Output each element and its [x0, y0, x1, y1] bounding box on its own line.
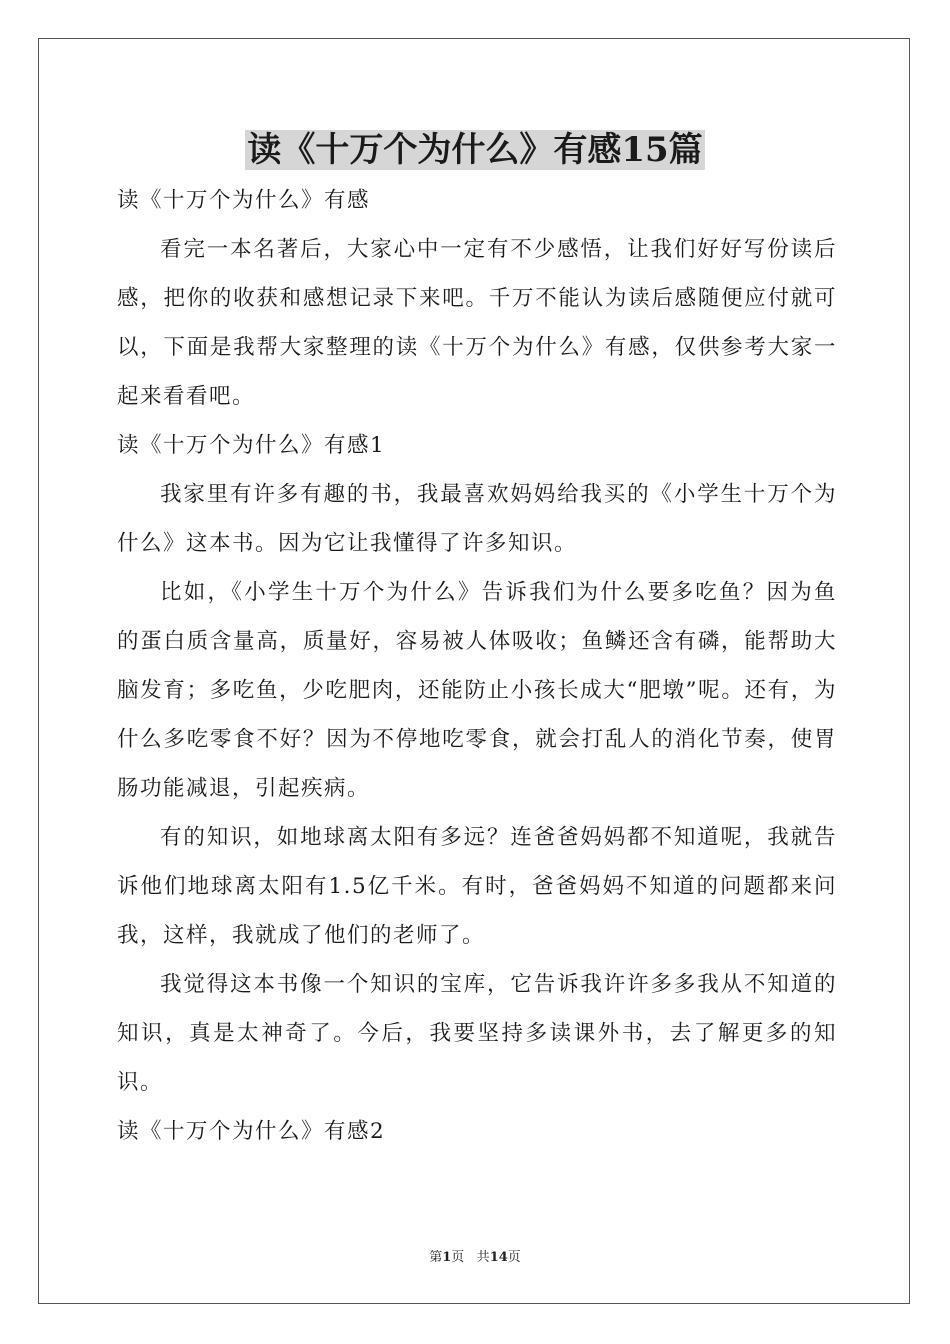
paragraph: 读《十万个为什么》有感 — [117, 188, 371, 213]
paragraph: 读《十万个为什么》有感2 — [117, 1119, 386, 1144]
paragraph: 我觉得这本书像一个知识的宝库，它告诉我许许多多我从不知道的知识，真是太神奇了。今后，我要坚持多读课外书，去了解更多的知识。 — [117, 972, 837, 1095]
document-title — [0, 124, 950, 176]
paragraph: 看完一本名著后，大家心中一定有不少感悟，让我们好好写份读后感，把你的收获和感想记录下来吧。千万不能认为读后感随便应付就可以，下面是我帮大家整理的读《十万个为什么》有感，仅供参考大家一起来看看吧。 — [117, 237, 837, 409]
footer-page-number: 1 — [442, 1250, 452, 1265]
paragraph: 有的知识，如地球离太阳有多远？连爸爸妈妈都不知道呢，我就告诉他们地球离太阳有1.5亿千米。有时，爸爸妈妈不知道的问题都来问我，这样，我就成了他们的老师了。 — [117, 825, 837, 948]
title-text: 读《十万个为什么》有感15篇 — [247, 130, 703, 170]
footer-total-prefix: 共 — [476, 1250, 490, 1265]
paragraph: 比如，《小学生十万个为什么》告诉我们为什么要多吃鱼？因为鱼的蛋白质含量高，质量好，容易被人体吸收；鱼鳞还含有磷，能帮助大脑发育；多吃鱼，少吃肥肉，还能防止小孩长成大“肥墩”呢。还有，为什么多吃零食不好？因为不停地吃零食，就会打乱人的消化节奏，使胃肠功能减退，引起疾病。 — [117, 580, 837, 801]
footer-page-suffix: 页 — [451, 1250, 465, 1265]
paragraph: 我家里有许多有趣的书，我最喜欢妈妈给我买的《小学生十万个为什么》这本书。因为它让我懂得了许多知识。 — [117, 482, 837, 556]
paragraph: 读《十万个为什么》有感1 — [117, 433, 386, 458]
page-footer — [0, 1246, 950, 1265]
footer-total-pages: 14 — [489, 1250, 508, 1265]
document-body — [117, 176, 837, 1156]
footer-page-prefix: 第 — [429, 1250, 443, 1265]
footer-total-suffix: 页 — [507, 1250, 521, 1265]
